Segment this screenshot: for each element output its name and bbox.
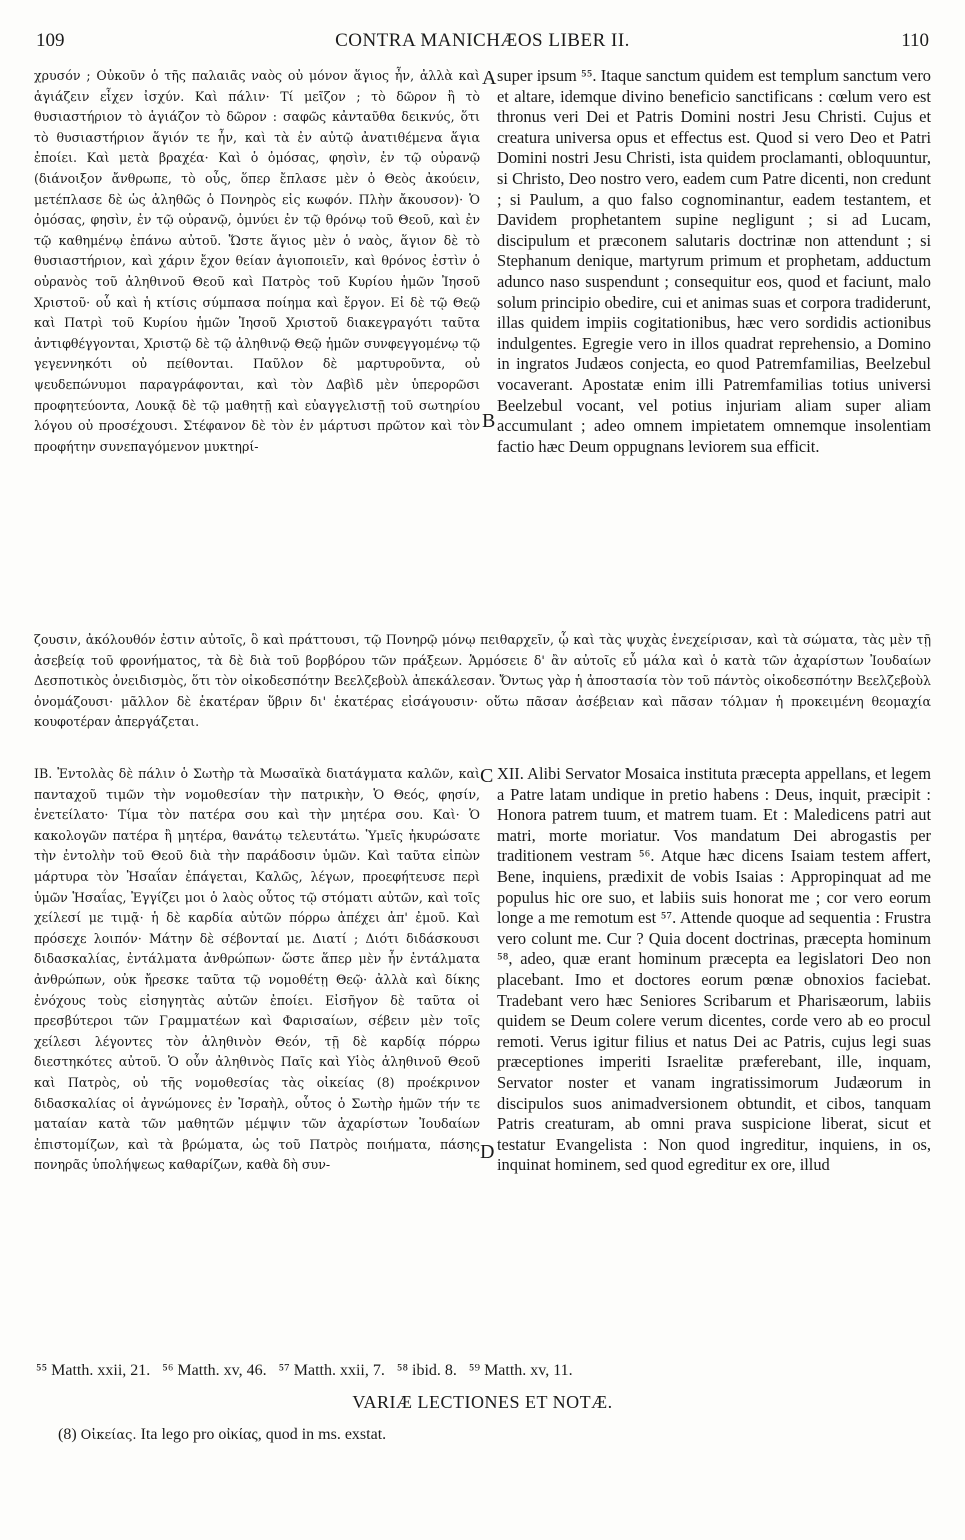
greek-column-bottom [34, 764, 480, 1354]
note-text: Ita lego pro οἰκίας, quod in ms. exstat. [140, 1426, 387, 1443]
greek-column-top [34, 66, 480, 626]
greek-paragraph-12: ΙΒ. Ἐντολὰς δὲ πάλιν ὁ Σωτὴρ τὰ Μωσαϊκὰ διατάγματα καλῶν, καὶ πανταχοῦ τιμῶν τὴν νομοθεσίαν τὴν πατρικὴν, Ὁ Θεός, φησίν, ἐνετείλατο· Τίμα τὸν πατέρα σου καὶ τὴν μητέρα σου. Καὶ· Ὁ κακολογῶν πατέρα ἢ μητέρα, θανάτῳ τελευτάτω. Ὑμεῖς ἠκυρώσατε τὴν ἐντολὴν τοῦ Θεοῦ διὰ τὴν παράδοσιν ὑμῶν. Καὶ ταῦτα εἰπὼν μάρτυρα τὸν Ἡσαΐαν ἐπάγεται, Καλῶς, λέγων, προεφήτευσε περὶ ὑμῶν Ἡσαΐας, Ἐγγίζει μοι ὁ λαὸς οὗτος τῷ στόματι αὐτῶν, καὶ τοῖς χείλεσί με τιμᾷ· ἡ δὲ καρδία αὐτῶν πόρρω ἀπέχει ἀπ' ἐμοῦ. Καὶ πρόσεχε λοιπόν· Μάτην δὲ σέβονταί με. Διατί ; Διότι διδάσκουσι διδασκαλίας, ἐντάλματα ἀνθρώπων· ὥστε ἅπερ μὲν ἦν ἐντάλματα ἀνθρώπων, οὐκ ἤρεσκε ταῦτα τῷ νομοθέτῃ Θεῷ· ἀλλὰ καὶ δίκης ἐνόχους τοὺς εἰσηγητὰς αὐτῶν ἐποίει. Εἰσῆγον δὲ ταῦτα οἱ πρεσβύτεροι τῶν Γραμματέων καὶ Φαρισαίων, σέβειν μὲν τοῖς χείλεσι λέγοντες τὸν ἀληθινὸν Θεόν, τῇ δὲ καρδίᾳ πόρρω διεστηκότες αὐτοῦ. Ὁ οὖν ἀληθινὸς Παῖς καὶ Υἱὸς ἀληθινοῦ Θεοῦ καὶ Πατρὸς, οὐ τῆς νομοθεσίας τὰς οἰκείας (8) προέκρινον διδασκαλίας οἱ ἀγνώμονες ἐν Ἰσραὴλ, οὗτος ὁ Σωτὴρ ἡμῶν τήν τε ματαίαν κατὰ τῶν μαθητῶν μέμψιν τῶν ἀχαρίστων Ἰουδαίων ἐπιστομίζων, καὶ τὰ βρώματα, ὡς τοῦ Πατρὸς ποιήματα, πάσης πονηρᾶς ὑπολήψεως καθαρίζων, καθὰ δὴ συν- [34, 766, 480, 1173]
margin-letter-b: B [482, 410, 496, 432]
latin-column-bottom [497, 764, 931, 1354]
latin-column-top [497, 66, 931, 626]
greek-paragraph: χρυσόν ; Οὐκοῦν ὁ τῆς παλαιᾶς ναὸς οὐ μόνον ἅγιος ἦν, ἀλλὰ καὶ ἁγιάζειν εἶχεν ἰσχύν. Καὶ πάλιν· Τί μεῖζον ; τὸ δῶρον ἢ τὸ θυσιαστήριον τὸ ἁγιάζον τὸ δῶρον : σαφῶς κἀνταῦθα δεικνύς, ὅτι τὸ θυσιαστήριον ἅγιόν τε ἦν, καὶ τὰ ἐν αὐτῷ ἀνατιθέμενα ἅγια ἐποίει. Καὶ μετὰ βραχέα· Καὶ ὁ ὀμόσας, φησὶν, ἐν τῷ οὐρανῷ (διάνοιξον ἄνθρωπε, τὸ οὖς, ὅπερ ἔπλασε μὲν ὁ Θεὸς ἀκούειν, μετέπλασε δὲ ὡς ἀληθῶς ὁ Πονηρὸς εἰς κωφόν. Πλὴν ἄκουσον)· Ὁ ὀμόσας, φησὶν, ἐν τῷ οὐρανῷ, ὀμνύει ἐν τῷ θρόνῳ τοῦ Θεοῦ, καὶ ἐν τῷ καθημένῳ ἐπάνω αὐτοῦ. Ὥστε ἅγιος μὲν ὁ ναὸς, ἅγιον δὲ τὸ θυσιαστήριον, καὶ χάριν ἔχον θείαν ἁγιοποιεῖν, καὶ θρόνος ἐστὶν ὁ οὐρανὸς τοῦ ἀληθινοῦ Θεοῦ καὶ Πατρὸς τοῦ Κυρίου ἡμῶν Ἰησοῦ Χριστοῦ· οὗ καὶ ἡ κτίσις σύμπασα ποίημα καὶ ἔργον. Εἰ δὲ τῷ Θεῷ καὶ Πατρὶ τοῦ Κυρίου ἡμῶν Ἰησοῦ Χριστοῦ διακεγραγότι ταῦτα ἀντιφθέγγονται, Χριστῷ δὲ τῷ ἀληθινῷ Θεῷ ἡμῶν συνφεγγομένῳ τῷ γεγεννηκότι οὐ πείθονται. Παῦλον δὲ μαρτυροῦντα, οὐ ψευδεπώνυμοι παραγράφονται, καὶ τὸν Δαβὶδ μὲν ὑπερορῶσι προφητεύοντα, Λουκᾷ δὲ τῷ μαθητῇ καὶ εὐαγγελιστῇ τοῦ σωτηρίου λόγου οὐ προσέχουσι. Στέφανον δὲ τὸν ἐν μάρτυσι πρῶτον καὶ τὸν προφήτην συνεπαγόμενον μυκτηρί- [34, 68, 480, 454]
greek-full-width [34, 630, 931, 754]
latin-paragraph-xii: XII. Alibi Servator Mosaica instituta præcepta appellans, et legem a Patre latam undique in pretio habens : Deus, inquit, præcipit : Honora patrem tuum, et matrem tuam. Et : Maledicens patri aut matri, morte moriatur. Vos mandatum Dei abrogastis per traditionem vestram ⁵⁶. Atque hæc dicens Isaiam testem affert, Bene, inquiens, prædixit de vobis Isaias : Appropinquat ad me populus hic ore suo, et labiis suis honorat me ; cor vero eorum longe a me remotum est ⁵⁷. Attende quoque ad sequentia : Frustra vero colunt me. Cur ? Quia docent doctrinas, præcepta hominum ⁵⁸, adeo, quæ erant hominum præcepta ea legislatori Deo non placebant. Imo et doctores eorum pœnæ obnoxios faciebat. Tradebant vero hæc Seniores Scribarum et Pharisæorum, labiis quidem se Deum colere verum dicentes, corde vero ab eo procul remoti. Verus igitur filius et natus Dei ac Patris, cujus legi suas præceptiones imperiti Israelitæ præferebant, ille, inquam, Servator noster et vanam ingratissimorum Judæorum in discipulos suos animadversionem obtundit, et cibos, tanquam Patris creaturam, ab omni prava suspicione liberat, sicut et testatur Evangelista : Non quod ingreditur, inquiens, in os, inquinat hominem, sed quod egreditur ex ore, illud [497, 764, 931, 1175]
scripture-footnotes: ⁵⁵ Matth. xxii, 21. ⁵⁶ Matth. xv, 46. ⁵⁷ Matth. xxii, 7. ⁵⁸ ibid. 8. ⁵⁹ Matth. xv, 11. [36, 1362, 573, 1379]
variae-note [58, 1426, 918, 1444]
greek-paragraph-wide: ζουσιν, ἀκόλουθόν ἐστιν αὐτοῖς, ὃ καὶ πράττουσι, τῷ Πονηρῷ μόνῳ πειθαρχεῖν, ᾧ καὶ τὰς ψυχὰς ἐνεχείρισαν, καὶ τὰ σώματα, τὰς μὲν τῇ ἀσεβείᾳ τοῦ φρονήματος, τὰ δὲ διὰ τοῦ βορβόρου τῶν πράξεων. Ἁρμόσειε δ' ἂν αὐτοῖς εὖ μάλα καὶ ὁ κατὰ τῶν ἀχαρίστων Ἰουδαίων Δεσποτικὸς ὀνειδισμὸς, ὅτι τὸν οἰκοδεσπότην Βεελζεβοὺλ ἀπεκάλεσαν. Ὄντως γὰρ ἡ ἀποστασία τὸν τοῦ πάντὸς οἰκοδεσπότην Βεελζεβοὺλ ὀνομάζουσι· μᾶλλον δὲ ἑκατέραν ὕβριν δι' ἑκατέρας εἰσάγουσιν· οὕτω πᾶσαν ἀσέβειαν καὶ πᾶσαν τόλμαν ἡ προκειμένη θεομαχία κουφοτέραν ἀπεργάζεται. [34, 632, 931, 730]
margin-letter-a: A [482, 67, 497, 89]
latin-paragraph: super ipsum ⁵⁵. Itaque sanctum quidem est templum sanctum vero et altare, idemque divino beneficio sanctificans : cœlum vero est thronus veri Dei et Patris Domini nostri Jesu Christi. Cujus et creatura universa opus et effectus est. Quod si vero Deo et Patri Domini nostri Jesu Christi, ista quidem proclamanti, obloquuntur, si Christo, Deo nostro vero, eadem cum Patre dicenti, non credunt ; si Paulum, a quo falso cognominantur, eadem testantem, et Davidem prophetantem supine negligunt ; si ad Lucam, discipulum et præconem salutaris doctrinæ non attendunt ; si Stephanum denique, martyrum primum et prophetam, adductum adunco naso suspendunt ; consequitur eos, quod et faciunt, malo solum principio obedire, cui et animas suas et corpora tradiderunt, illas quidem impiis cogitationibus, hæc vero sordidis actionibus indulgentes. Egregie vero in illos quadrat reprehensio, a Domino in ingratos Judæos conjecta, eo quod Patremfamilias, Beelzebul vocaverant. Apostatæ enim illi Patremfamilias totius universi Beelzebul vocant, vel potius injuriam aliam super aliam accumulant ; adeo omnem impietatem omnemque insolentiam factio hæc Deum oppugnans leviorem sua efficit. [497, 66, 931, 456]
margin-letter-d: D [480, 1141, 495, 1163]
right-page-number: 110 [901, 30, 929, 51]
variae-heading: VARIÆ LECTIONES ET NOTÆ. [352, 1392, 613, 1412]
note-greek-word: Οἰκείας. [80, 1428, 137, 1443]
margin-letter-c: C [480, 765, 494, 787]
left-page-number: 109 [36, 30, 65, 51]
running-title: CONTRA MANICHÆOS LIBER II. [335, 30, 630, 51]
note-number: (8) [58, 1426, 77, 1443]
page-header [36, 30, 929, 58]
